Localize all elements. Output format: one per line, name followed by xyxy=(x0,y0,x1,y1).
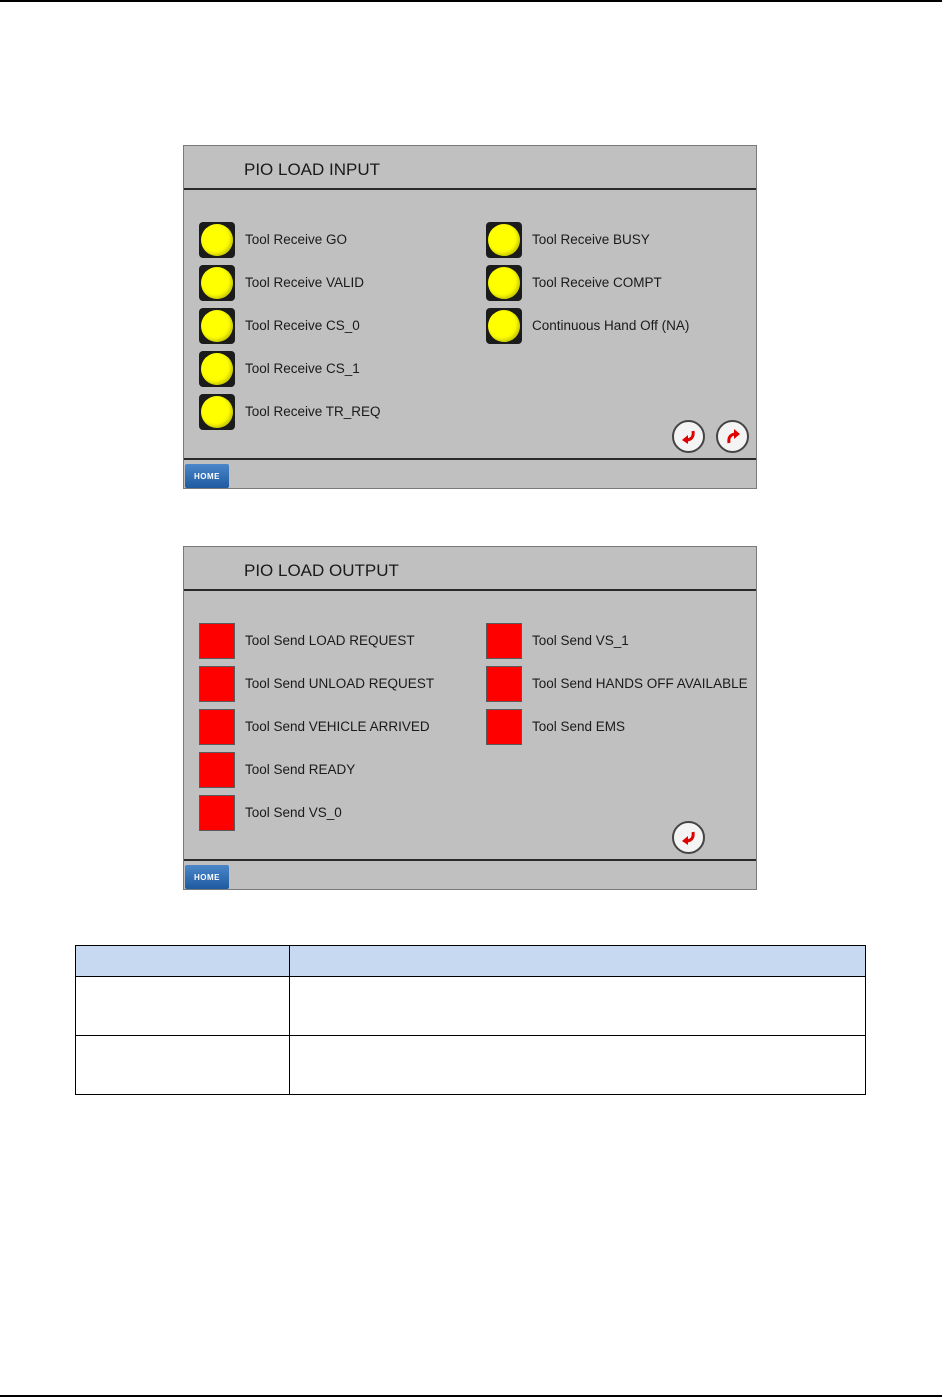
indicator-row xyxy=(199,218,381,261)
indicator-label: Tool Receive BUSY xyxy=(532,232,650,247)
indicator-label: Tool Receive VALID xyxy=(245,275,365,290)
indicator-row xyxy=(486,705,748,748)
input-left-column xyxy=(199,218,381,433)
forward-button[interactable] xyxy=(716,420,749,453)
input-lamp-indicator xyxy=(199,308,235,344)
page-bottom-rule xyxy=(0,1395,942,1397)
indicator-row xyxy=(199,390,381,433)
footer-divider xyxy=(184,458,756,460)
indicator-row xyxy=(486,662,748,705)
indicator-row xyxy=(199,791,434,834)
table-header-row xyxy=(76,946,866,977)
output-square-indicator xyxy=(199,709,235,745)
output-left-column xyxy=(199,619,434,834)
description-table xyxy=(75,945,866,1095)
input-lamp-indicator xyxy=(486,265,522,301)
pio-load-input-panel xyxy=(183,145,757,489)
table-cell xyxy=(76,977,290,1036)
output-square-indicator xyxy=(199,666,235,702)
indicator-label: Tool Receive GO xyxy=(245,232,348,247)
forward-arrow-icon xyxy=(723,427,743,447)
indicator-label: Continuous Hand Off (NA) xyxy=(532,318,690,333)
indicator-label: Tool Send EMS xyxy=(532,719,626,734)
output-square-indicator xyxy=(199,623,235,659)
input-lamp-indicator xyxy=(199,265,235,301)
indicator-label: Tool Send VS_1 xyxy=(532,633,629,648)
output-square-indicator xyxy=(199,752,235,788)
indicator-row xyxy=(199,662,434,705)
table-row xyxy=(76,977,866,1036)
output-square-indicator xyxy=(486,666,522,702)
input-lamp-indicator xyxy=(199,222,235,258)
table-cell xyxy=(290,977,866,1036)
output-right-column xyxy=(486,619,748,748)
indicator-label: Tool Send UNLOAD REQUEST xyxy=(245,676,435,691)
indicator-label: Tool Send VEHICLE ARRIVED xyxy=(245,719,430,734)
indicator-row xyxy=(199,261,381,304)
title-divider xyxy=(184,589,756,591)
indicator-row xyxy=(199,619,434,662)
indicator-row xyxy=(199,705,434,748)
table-cell xyxy=(76,1036,290,1095)
indicator-row xyxy=(199,347,381,390)
footer-divider xyxy=(184,859,756,861)
input-lamp-indicator xyxy=(486,308,522,344)
indicator-label: Tool Receive TR_REQ xyxy=(245,404,381,419)
back-button[interactable] xyxy=(672,420,705,453)
indicator-label: Tool Send HANDS OFF AVAILABLE xyxy=(532,676,748,691)
indicator-row xyxy=(486,218,689,261)
pio-load-output-panel xyxy=(183,546,757,890)
indicator-row xyxy=(199,748,434,791)
indicator-label: Tool Receive COMPT xyxy=(532,275,662,290)
home-button[interactable]: HOME xyxy=(185,464,229,488)
indicator-row xyxy=(486,261,689,304)
table-header-cell xyxy=(290,946,866,977)
page-top-rule xyxy=(0,0,942,2)
input-lamp-indicator xyxy=(199,351,235,387)
indicator-label: Tool Receive CS_1 xyxy=(245,361,360,376)
input-lamp-indicator xyxy=(486,222,522,258)
indicator-row xyxy=(486,304,689,347)
indicator-row xyxy=(486,619,748,662)
panel-title: PIO LOAD INPUT xyxy=(244,160,381,179)
table-cell xyxy=(290,1036,866,1095)
indicator-row xyxy=(199,304,381,347)
indicator-label: Tool Send LOAD REQUEST xyxy=(245,633,415,648)
indicator-label: Tool Receive CS_0 xyxy=(245,318,360,333)
back-button[interactable] xyxy=(672,821,705,854)
title-divider xyxy=(184,188,756,190)
table-header-cell xyxy=(76,946,290,977)
output-square-indicator xyxy=(486,709,522,745)
indicator-label: Tool Send READY xyxy=(245,762,356,777)
panel-title: PIO LOAD OUTPUT xyxy=(244,561,399,580)
output-square-indicator xyxy=(199,795,235,831)
output-square-indicator xyxy=(486,623,522,659)
input-right-column xyxy=(486,218,689,347)
home-button[interactable]: HOME xyxy=(185,865,229,889)
input-lamp-indicator xyxy=(199,394,235,430)
back-arrow-icon xyxy=(679,828,699,848)
table-row xyxy=(76,1036,866,1095)
indicator-label: Tool Send VS_0 xyxy=(245,805,342,820)
back-arrow-icon xyxy=(679,427,699,447)
